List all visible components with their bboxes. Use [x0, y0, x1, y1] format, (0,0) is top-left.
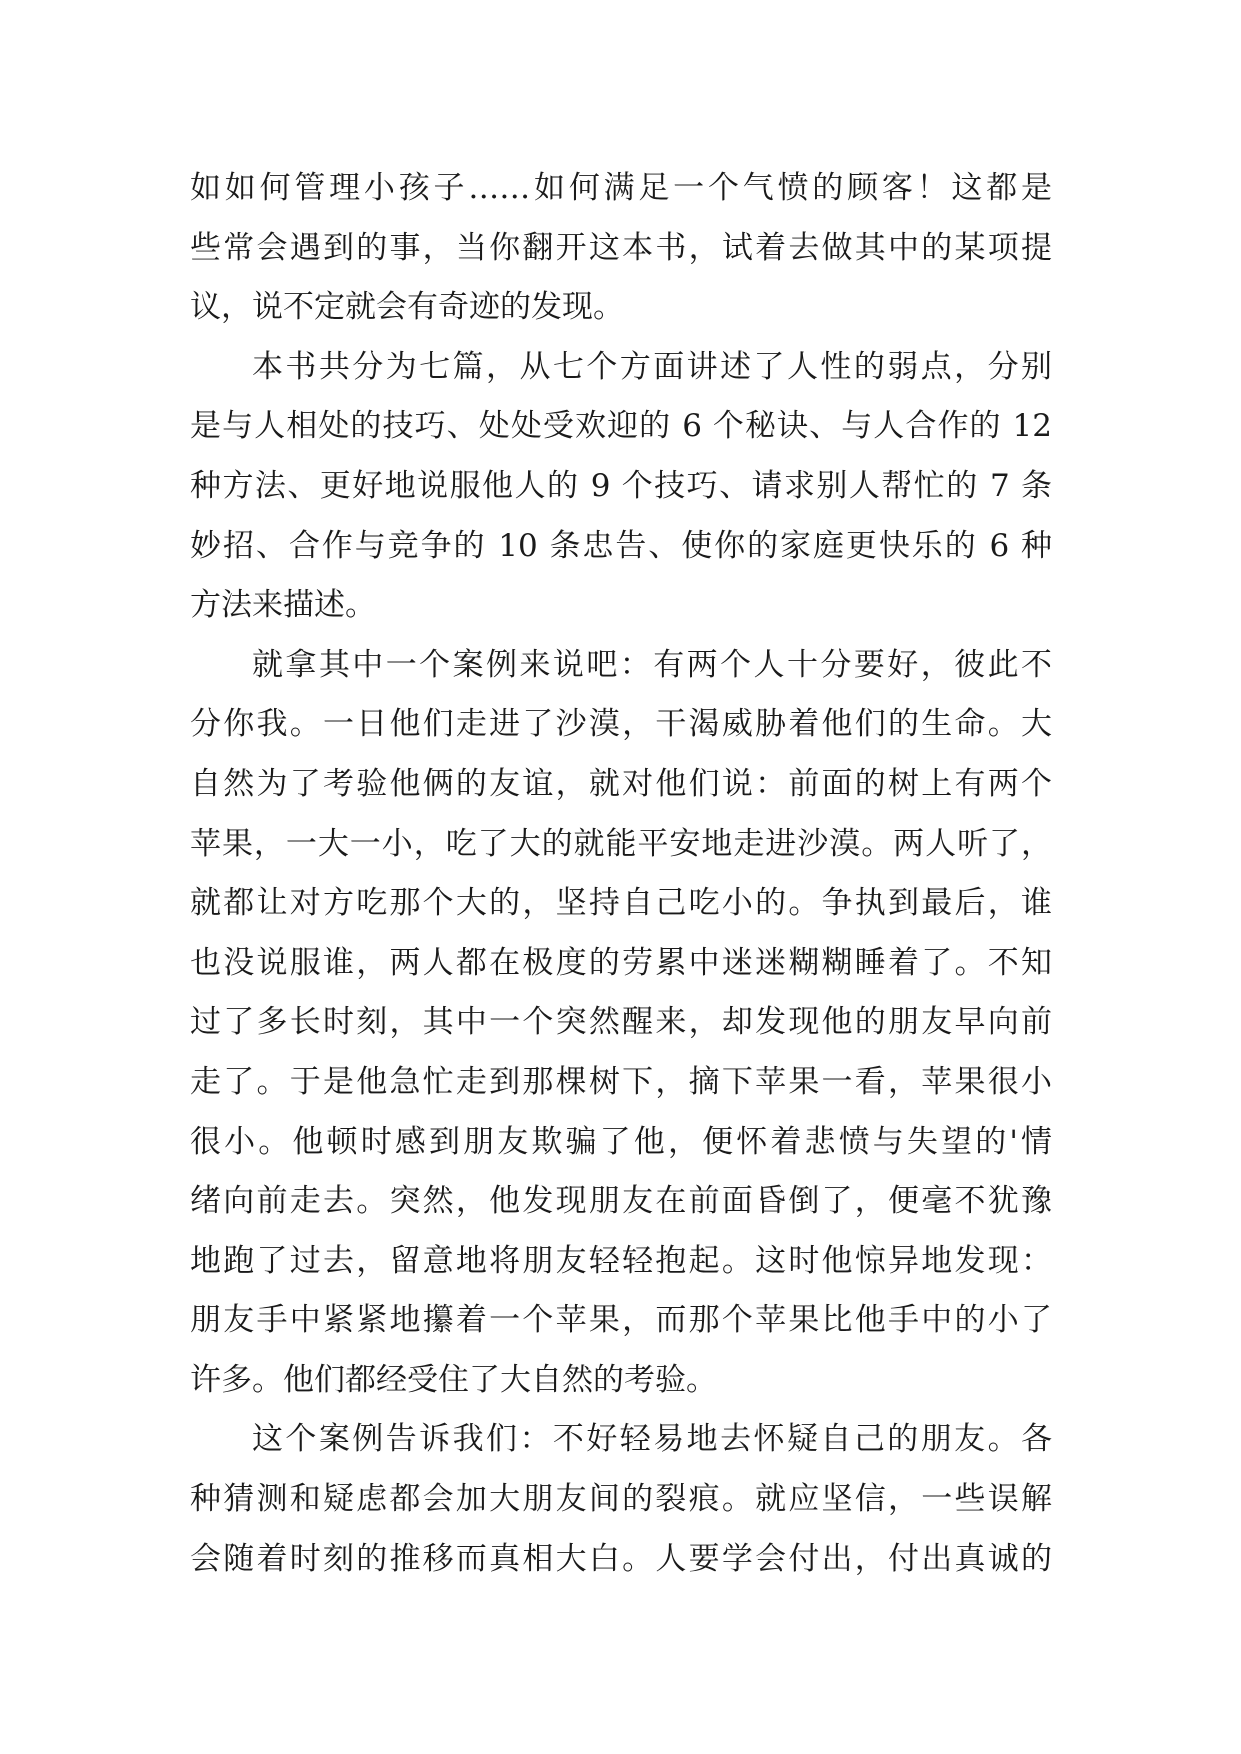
text-line: 过了多长时刻，其中一个突然醒来，却发现他的朋友早向前 [190, 1004, 1052, 1041]
text-line: 妙招、合作与竞争的 10 条忠告、使你的家庭更快乐的 6 种 [190, 527, 1052, 564]
text-line: 就都让对方吃那个大的，坚持自己吃小的。争执到最后，谁 [190, 885, 1052, 922]
text-line: 如如何管理小孩子……如何满足一个气愤的顾客！这都是 [190, 170, 1052, 206]
text-line: 也没说服谁，两人都在极度的劳累中迷迷糊糊睡着了。不知 [190, 944, 1052, 981]
text-line: 朋友手中紧紧地攥着一个苹果，而那个苹果比他手中的小了 [190, 1302, 1052, 1339]
text-line: 很小。他顿时感到朋友欺骗了他，便怀着悲愤与失望的'情 [190, 1123, 1052, 1160]
paragraph [190, 636, 1052, 1411]
text-line: 会随着时刻的推移而真相大白。人要学会付出，付出真诚的 [190, 1540, 1052, 1577]
text-line: 种猜测和疑虑都会加大朋友间的裂痕。就应坚信，一些误解 [190, 1481, 1052, 1518]
text-line: 自然为了考验他俩的友谊，就对他们说：前面的树上有两个 [190, 765, 1052, 802]
paragraph [190, 1410, 1052, 1589]
text-line: 就拿其中一个案例来说吧：有两个人十分要好，彼此不 [252, 646, 1052, 683]
text-line: 绪向前走去。突然，他发现朋友在前面昏倒了，便毫不犹豫 [190, 1183, 1052, 1220]
text-line: 议，说不定就会有奇迹的发现。 [190, 289, 624, 326]
text-line: 本书共分为七篇，从七个方面讲述了人性的弱点，分别 [252, 348, 1052, 385]
text-line: 方法来描述。 [190, 587, 376, 624]
text-line: 些常会遇到的事，当你翻开这本书，试着去做其中的某项提 [190, 229, 1052, 266]
text-line: 苹果，一大一小，吃了大的就能平安地走进沙漠。两人听了， [190, 825, 1052, 862]
text-line: 这个案例告诉我们：不好轻易地去怀疑自己的朋友。各 [252, 1421, 1052, 1458]
text-line: 走了。于是他急忙走到那棵树下，摘下苹果一看，苹果很小 [190, 1063, 1052, 1100]
text-line: 种方法、更好地说服他人的 9 个技巧、请求别人帮忙的 7 条 [190, 467, 1052, 504]
text-line: 分你我。一日他们走进了沙漠，干渴威胁着他们的生命。大 [190, 706, 1052, 743]
paragraph [190, 159, 1052, 338]
text-line: 是与人相处的技巧、处处受欢迎的 6 个秘诀、与人合作的 12 [190, 408, 1052, 445]
text-line: 地跑了过去，留意地将朋友轻轻抱起。这时他惊异地发现： [190, 1242, 1052, 1279]
body-text [190, 159, 1052, 1589]
text-line: 许多。他们都经受住了大自然的考验。 [190, 1361, 717, 1398]
paragraph [190, 338, 1052, 636]
